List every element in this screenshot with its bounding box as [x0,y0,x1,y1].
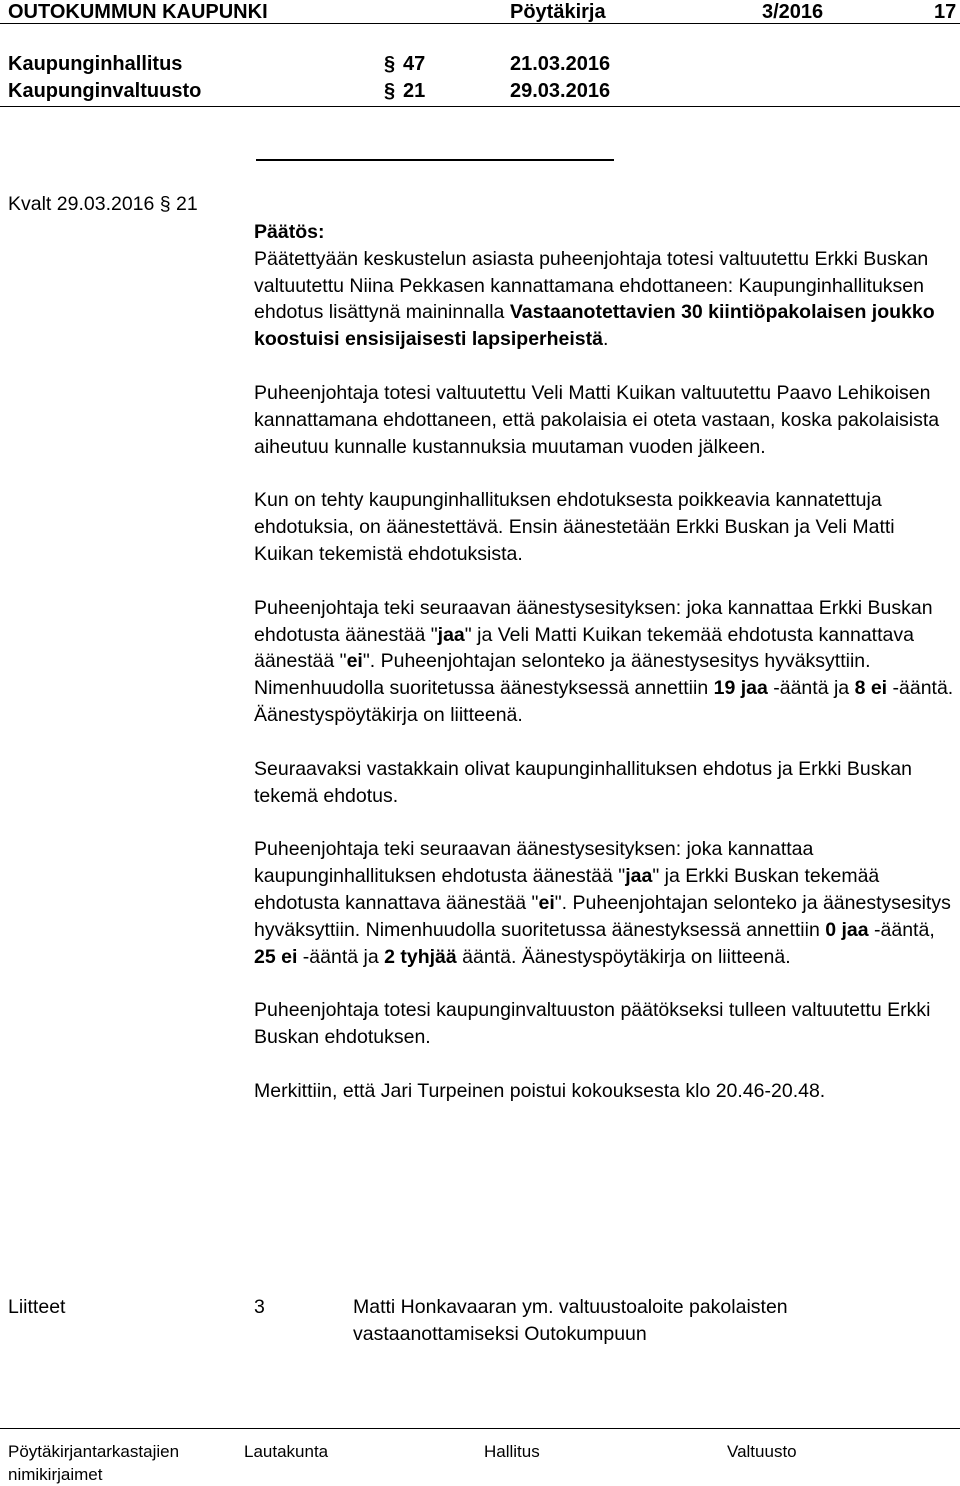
attachments-label: Liitteet [8,1296,66,1318]
proposal-clause: Vastaanotettavien 30 kiintiöpakolaisen joukko koostuisi ensisijaisesti lapsiperheistä [254,301,935,351]
footer-signers-line-2: nimikirjaimet [8,1465,103,1484]
attachments-count: 3 [254,1296,265,1318]
decision-paragraph-5: Seuraavaksi vastakkain olivat kaupunginhallituksen ehdotus ja Erkki Buskan tekemä ehdotus. [254,757,912,807]
decision-paragraph-1: Päätettyään keskustelun asiasta puheenjohtaja totesi valtuutettu Erkki Buskan valtuutettu Niina Pekkasen kannattamana ehdottaneen: Kaupunginhallituksen ehdotus lisättynä maininnalla Vastaanotettavien 30 kiintiöpakolaisen joukko koostuisi ensisijaisesti lapsiperheistä. [254,247,935,351]
decision-text [254,219,954,1132]
document-type: Pöytäkirja [510,1,606,23]
footer-government: Hallitus [484,1442,540,1461]
footer-council: Valtuusto [727,1442,797,1461]
meeting-date-1: 21.03.2016 [510,53,611,75]
document-issue: 3/2016 [762,1,824,23]
body-name-1: Kaupunginhallitus [8,53,183,75]
separator-line [256,159,614,161]
decision-paragraph-2: Puheenjohtaja totesi valtuutettu Veli Matti Kuikan valtuutettu Paavo Lehikoisen kannattamana ehdottaneen, että pakolaisia ei oteta vastaan, koska pakolaisista aiheutuu kunnalle kustannuksia muutaman vuoden jälkeen. [254,381,940,458]
footer-board: Lautakunta [244,1442,329,1461]
item-reference: Kvalt 29.03.2016 § 21 [8,193,198,215]
decision-paragraph-7: Puheenjohtaja totesi kaupunginvaltuuston päätökseksi tulleen valtuutettu Erkki Buskan ehdotuksen. [254,999,931,1049]
attachment-title-line-1: Matti Honkavaaran ym. valtuustoaloite pakolaisten [353,1296,788,1318]
footer-rule [0,1428,960,1429]
organization-name: OUTOKUMMUN KAUPUNKI [8,1,268,23]
section-symbol-2: § [384,80,396,102]
section-symbol-1: § [384,53,396,75]
section-number-2: 21 [403,80,426,102]
decision-paragraph-6: Puheenjohtaja teki seuraavan äänestysesityksen: joka kannattaa kaupunginhallituksen ehdotusta äänestää "jaa" ja Erkki Buskan tekemää ehdotusta kannattava äänestää "ei". Puheenjohtajan selonteko ja äänestysesitys hyväksyttiin. Nimenhuudolla suoritetussa äänestyksessä annettiin 0 jaa -ääntä, 25 ei -ääntä ja 2 tyhjää ääntä. Äänestyspöytäkirja on liitteenä. [254,838,951,968]
decision-paragraph-3: Kun on tehty kaupunginhallituksen ehdotuksesta poikkeavia kannatettuja ehdotuksia, on äänestettävä. Ensin äänestetään Erkki Buskan ja Veli Matti Kuikan tekemistä ehdotuksista. [254,489,895,565]
decision-heading: Päätös: [254,221,325,243]
decision-paragraph-4: Puheenjohtaja teki seuraavan äänestysesityksen: joka kannattaa Erkki Buskan ehdotusta äänestää "jaa" ja Veli Matti Kuikan tekemää ehdotusta kannattava äänestää "ei". Puheenjohtajan selonteko ja äänestysesitys hyväksyttiin. Nimenhuudolla suoritetussa äänestyksessä annettiin 19 jaa -ääntä ja 8 ei -ääntä. Äänestyspöytäkirja on liitteenä. [254,596,954,726]
footer-signers-line-1: Pöytäkirjantarkastajien [8,1442,180,1461]
attachment-title-line-2: vastaanottamiseksi Outokumpuun [353,1323,647,1345]
meeting-date-2: 29.03.2016 [510,80,611,102]
header-rule-top [0,23,960,24]
section-number-1: 47 [403,53,426,75]
page-number: 17 [934,1,957,23]
decision-paragraph-8: Merkittiin, että Jari Turpeinen poistui kokouksesta klo 20.46-20.48. [254,1079,826,1102]
header-rule-bottom [0,106,960,107]
body-name-2: Kaupunginvaltuusto [8,80,202,102]
